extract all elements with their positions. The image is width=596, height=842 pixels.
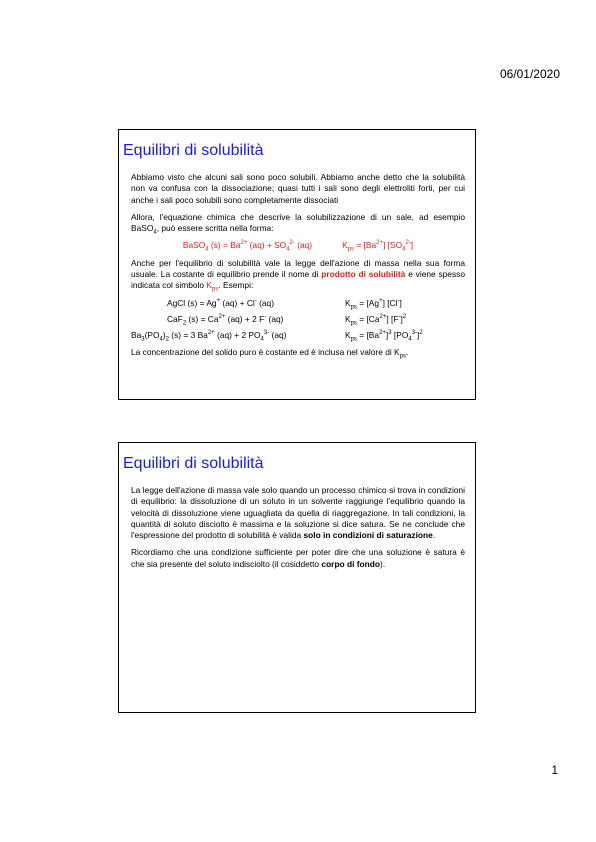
paragraph: La legge dell'azione di massa vale solo quando un processo chimico si trova in condizioni di equilibrio: la dissoluzione di un soluto in un solvente raggiunge l'equilibrio quando la velocità di dissoluzione viene uguagliata da quella di riaggregazione. In tali condizioni, la quantità di soluto disciolto è massima e la soluzione si dice satura. Se ne conclude che l'espressione del prodotto di solubilità è valida solo in condizioni di saturazione. [131,485,465,541]
page-number: 1 [551,763,558,777]
paragraph: Ricordiamo che una condizione sufficiente per poter dire che una soluzione è satura è che sia presente del soluto indisciolto (il cosiddetto corpo di fondo). [131,547,465,569]
slide-body [131,485,465,576]
paragraph: Anche per l'equilibrio di solubilità vale la legge dell'azione di massa nella sua forma usuale. La costante di equilibrio prende il nome di prodotto di solubilità e viene spesso indicata col simbolo $K_{ps}$. Esempi: [131,257,465,294]
equation-baso4: BaSO$_4$ $(s) = Ba^{2+}$ $(aq) + SO_4^{2-}$ (aq) $K_{ps} = [Ba^{2+}]$ $[SO_4^{2-}]$ [182,240,414,254]
paragraph: La concentrazione del solido puro è costante ed è inclusa nel valore di $K_{ps}$. [131,346,409,360]
slide-body [131,172,465,364]
slide-2 [118,442,476,713]
slide-title: Equilibri di solubilità [123,455,264,472]
slide-title: Equilibri di solubilità [123,142,264,159]
slide-1 [118,129,476,400]
equation-caf2: CaF$_2$ $(s) = Ca^{2+}$ (aq) + 2 F- (aq) $K_{ps} = [Ca^{2+}]$ $[F^-]^2$ [167,313,407,327]
paragraph: Allora, l'equazione chimica che descrive la solubilizzazione di un sale, ad esempio BaSO$_4$, può essere scritta nella forma: [131,211,465,236]
equation-ba3po42: $Ba_3(PO_4)_2$ (s) = 3 $Ba^{2+}$ (aq) + 2 $PO_4^{3-}$ (aq) $K_{ps} = [Ba^{2+}]^3$ $[PO_4^{3-}]^2$ [131,330,423,343]
equation-agcl: AgCl (s) = Ag+ (aq) + Cl- (aq) $K_{ps} = [Ag^+]$ [Cl-] [167,297,402,311]
paragraph: Abbiamo visto che alcuni sali sono poco solubili. Abbiamo anche detto che la solubilità non va confusa con la dissociazione; quasi tutti i sali sono degli elettroliti forti, per cui anche i sali poco solubili sono completamente dissociati [131,172,465,205]
header-date: 06/01/2020 [499,67,560,81]
